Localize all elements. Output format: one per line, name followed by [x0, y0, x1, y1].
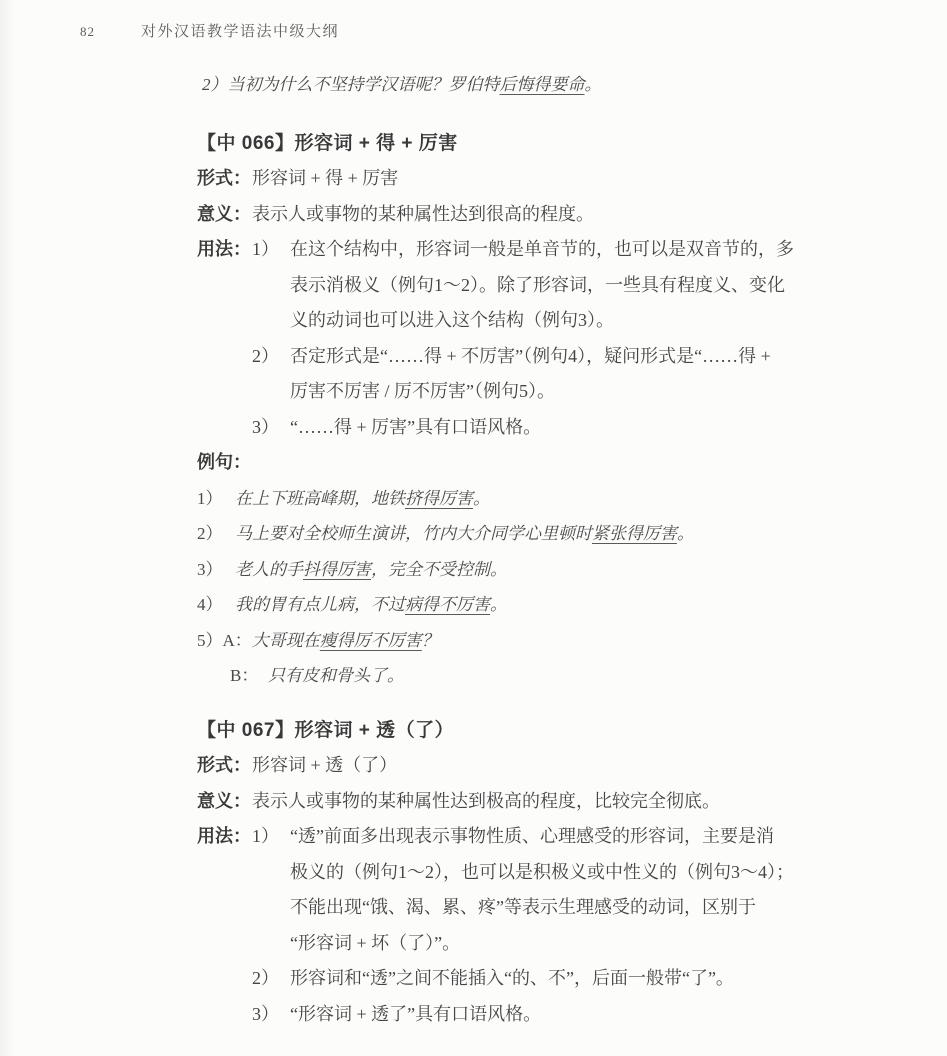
usage-item-number: 2） — [252, 968, 279, 988]
entry-066-meaning-value: 表示人或事物的某种属性达到很高的程度。 — [252, 203, 594, 224]
carryover-example-text — [202, 75, 602, 94]
entry-066-meaning-row — [197, 197, 905, 233]
entry-066-heading: 【中 066】形容词 + 得 + 厉害 — [197, 132, 458, 154]
underlined-phrase: 病得不厉害 — [405, 595, 490, 614]
text-segment: 。 — [490, 595, 507, 614]
text-segment: 。 — [677, 524, 694, 543]
example-text — [252, 631, 439, 650]
usage-line: 否定形式是“……得 + 不厉害”（例句4），疑问形式是“……得 + — [290, 345, 771, 366]
usage-line: 在这个结构中，形容词一般是单音节的，也可以是双音节的，多 — [290, 239, 794, 259]
usage-line: 义的动词也可以进入这个结构（例句3）。 — [290, 310, 614, 330]
usage-item-number: 2） — [252, 345, 279, 366]
usage-label: 用法： — [197, 239, 251, 259]
entry-067-usage — [197, 819, 905, 1032]
usage-item-number: 3） — [252, 1003, 279, 1024]
example-sentence — [197, 552, 905, 588]
usage-item-number: 3） — [252, 416, 279, 437]
example-number: 5）A： — [197, 630, 252, 650]
example-number: 2） — [197, 524, 223, 543]
entry-066-examples — [197, 481, 905, 694]
text-segment: 在上下班高峰期，地铁 — [235, 488, 405, 508]
entry-066-usage — [197, 232, 905, 445]
usage-item-number: 1） — [252, 239, 279, 259]
usage-line: 形容词和“透”之间不能插入“的、不”，后面一般带“了”。 — [290, 968, 734, 988]
form-label: 形式： — [197, 755, 251, 775]
usage-line: 表示消极义（例句1～2）。除了形容词，一些具有程度义、变化 — [290, 274, 785, 295]
example-text — [235, 595, 507, 614]
page-number: 82 — [80, 24, 95, 39]
entry-067-meaning-row — [197, 784, 905, 820]
text-segment: 。 — [584, 75, 602, 94]
example-number: 3） — [197, 559, 223, 579]
form-label: 形式： — [197, 168, 251, 188]
text-segment: 大哥现在 — [251, 630, 320, 650]
text-segment: 2）当初为什么不坚持学汉语呢？罗伯特 — [202, 75, 500, 94]
usage-item — [252, 410, 905, 446]
example-text — [268, 666, 404, 685]
underlined-phrase: 紧张得厉害 — [592, 524, 677, 543]
example-text — [235, 560, 507, 579]
usage-line: “形容词 + 坏（了）”。 — [290, 932, 461, 953]
examples-label: 例句： — [197, 452, 251, 472]
usage-item-number: 1） — [252, 826, 279, 846]
carryover-example — [202, 67, 905, 103]
example-number: 1） — [197, 488, 223, 508]
text-segment: 。 — [473, 488, 490, 508]
running-title: 对外汉语教学语法中级大纲 — [141, 24, 340, 40]
example-speaker: B： — [230, 666, 259, 685]
text-segment: ，完全不受控制。 — [371, 559, 507, 579]
example-sentence — [197, 516, 905, 552]
usage-label: 用法： — [197, 826, 251, 846]
text-segment: 我的胃有点儿病，不过 — [235, 595, 405, 614]
text-segment: 马上要对全校师生演讲，竹内大介同学心里顿时 — [235, 524, 592, 543]
example-sentence — [197, 623, 905, 659]
meaning-label: 意义： — [197, 790, 251, 811]
usage-line: “……得 + 厉害”具有口语风格。 — [290, 416, 542, 437]
usage-item — [197, 232, 905, 268]
usage-line: 不能出现“饿、渴、累、疼”等表示生理感受的动词，区别于 — [290, 897, 756, 917]
usage-line: “形容词 + 透了”具有口语风格。 — [290, 1003, 542, 1024]
usage-line: 厉害不厉害 / 厉不厉害”（例句5）。 — [290, 381, 555, 401]
example-sentence-reply — [230, 658, 905, 694]
underlined-phrase: 抖得厉害 — [303, 559, 371, 579]
underlined-phrase: 挤得厉害 — [405, 488, 473, 508]
text-segment: 只有皮和骨头了。 — [268, 666, 404, 685]
usage-item — [197, 819, 905, 855]
example-sentence — [197, 481, 905, 517]
entry-067-meaning-value: 表示人或事物的某种属性达到极高的程度，比较完全彻底。 — [252, 790, 720, 811]
usage-item — [252, 961, 905, 997]
usage-item — [252, 997, 905, 1033]
usage-line: 极义的（例句1～2），也可以是积极义或中性义的（例句3～4）； — [290, 861, 794, 882]
page-content — [197, 67, 905, 1032]
entry-067-form-row — [197, 748, 905, 784]
text-segment: 老人的手 — [235, 559, 303, 579]
entry-066-form-row — [197, 161, 905, 197]
page-header — [0, 0, 947, 41]
underlined-phrase: 后悔得要命 — [499, 75, 585, 94]
text-segment: ？ — [421, 630, 439, 650]
example-number: 4） — [197, 595, 223, 614]
entry-067-form-value: 形容词 + 透（了） — [252, 755, 398, 775]
underlined-phrase: 瘦得厉不厉害 — [319, 630, 422, 650]
example-text — [235, 489, 490, 508]
example-text — [235, 524, 694, 543]
usage-line: “透”前面多出现表示事物性质、心理感受的形容词，主要是消 — [290, 826, 774, 846]
example-sentence — [197, 587, 905, 623]
entry-066-form-value: 形容词 + 得 + 厉害 — [252, 168, 399, 188]
entry-067-heading: 【中 067】形容词 + 透（了） — [197, 719, 455, 741]
examples-label-row — [197, 445, 905, 481]
usage-item — [252, 339, 905, 375]
meaning-label: 意义： — [197, 203, 251, 224]
